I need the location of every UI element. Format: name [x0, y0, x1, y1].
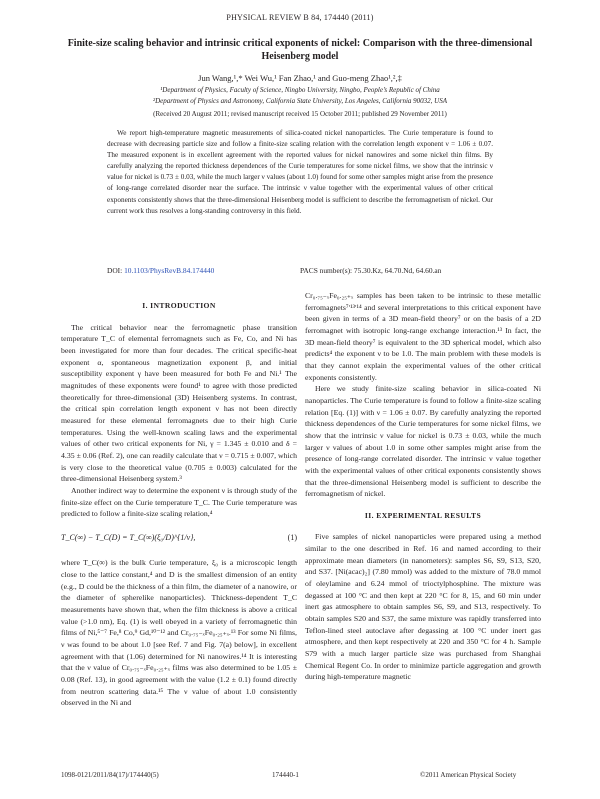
doi-line: [107, 266, 214, 275]
intro-paragraph-3: where T_C(∞) is the bulk Curie temperature, ξ₀ is a microscopic length close to the lattice constant,⁴ and D is the smallest dimension of an entity (e.g., D could be the thickness of a thin film, the diameter of a nanowire, or the diameter of spherelike nanoparticles). Thickness-dependent T_C measurements have shown that, when the film thickness is above a critical value (>1.0 nm), Eq. (1) is well obeyed in a variety of ferromagnetic thin films of Ni,⁵⁻⁷ Fe,⁸ Co,⁹ Gd,¹⁰⁻¹² and Cr₀.₇₅₋ₓFe₀.₂₅₊ₓ.¹³ For some Ni films, ν was found to be about 1.0 [see Ref. 7 and Fig. 7(a) below], in excellent agreement with that (1.06) determined for Ni nanowires.¹⁴ It is interesting that the ν value of Cr₀.₇₅₋ₓFe₀.₂₅₊ₓ films was also determined to be 1.05 ± 0.08 (Ref. 13), in good agreement with the value (1.2 ± 0.1) found directly from neutron scattering data.¹⁵ The ν value of about 1.0 consistently observed in the Ni and: [61, 558, 297, 708]
section-heading-experimental: II. EXPERIMENTAL RESULTS: [364, 510, 482, 520]
right-column: [305, 290, 541, 683]
paper-title: Finite-size scaling behavior and intrinsic critical exponents of nickel: Comparison with the three-dimensional Heisenberg model: [67, 38, 533, 62]
equation-1-number: (1): [287, 532, 297, 542]
footer-code: 1098-0121/2011/84(17)/174440(5): [61, 771, 159, 779]
equation-1: [61, 532, 297, 544]
author-list: Jun Wang,¹,* Wei Wu,¹ Fan Zhao,¹ and Guo-meng Zhao¹,²,‡: [198, 73, 402, 83]
intro-paragraph-1: The critical behavior near the ferromagnetic phase transition temperature T_C of elemental ferromagnets such as Fe, Co, and Ni has been investigated for more than four decades. The critical specific-heat exponent α, spontaneous magnetization exponent β, and initial susceptibility exponent γ have been measured for both Fe and Ni.¹ The magnitudes of these exponents were found¹ to agree with those predicted theoretically for three-dimensional (3D) Heisenberg systems. In contrast, the critical spin correlation length exponent ν has not been directly measured for these elemental ferromagnets due to their high Curie temperatures. Using the well-known scaling laws and the experimental values of other two critical exponents for Ni, γ = 1.345 ± 0.010 and δ = 4.35 ± 0.06 (Ref. 2), one can readily calculate that ν = 0.715 ± 0.007, which is very close to the theoretical value (0.705 ± 0.003) calculated for the three-dimensional Heisenberg system.³: [61, 322, 297, 484]
affiliation-1: ¹Department of Physics, Faculty of Science, Ningbo University, Ningbo, People’s Republic of China: [160, 86, 440, 94]
intro-paragraph-2: Another indirect way to determine the exponent ν is through study of the finite-size effect on the Curie temperature T_C. The Curie temperature was predicted to follow a finite-size scaling relation,⁴: [61, 485, 297, 519]
equation-1-body: T_C(∞) − T_C(D) = T_C(∞)(ξ₀/D)^{1/ν},: [61, 532, 196, 542]
footer-copyright: ©2011 American Physical Society: [420, 771, 517, 779]
intro-paragraph-5: Here we study finite-size scaling behavior in silica-coated Ni nanoparticles. The Curie temperature is found to follow a finite-size scaling relation [Eq. (1)] with ν = 1.06 ± 0.07. By carefully analyzing the reported thickness dependences of the Curie temperatures for some nickel films, we show that the intrinsic ν value for nickel is 0.73 ± 0.03, while the much larger ν values of about 1.0 in some other samples might arise from the presence of long-range correlated disorder. The intrinsic ν value together with the experimental values of other critical exponents consistently shows that the three-dimensional Heisenberg model is sufficient to describe the ferromagnetism of nickel.: [305, 384, 541, 499]
abstract-text: We report high-temperature magnetic measurements of silica-coated nickel nanoparticles. The Curie temperature is found to decrease with decreasing particle size and follow a finite-size scaling relation with the correlation length exponent ν = 1.06 ± 0.07. The measured exponent is in excellent agreement with the reported values for nickel nanowires and some nickel thin films. By carefully analyzing the reported thickness dependences of the Curie temperatures for some nickel films, we show that the intrinsic ν value for nickel is 0.73 ± 0.03, while the much larger ν values (about 1.0) found for some other samples might arise from the presence of long-range correlated disorder near the surface. The intrinsic ν value together with the experimental values of other critical exponents consistently shows that the three-dimensional Heisenberg model is sufficient to describe the ferromagnetism of nickel. Our current work thus resolves a long-standing controversy in this field.: [107, 129, 493, 215]
footer-page-number: 174440-1: [272, 771, 299, 779]
publication-dates: (Received 20 August 2011; revised manuscript received 15 October 2011; published 29 November 2011): [153, 110, 447, 118]
left-column: [61, 290, 297, 709]
abstract: [107, 128, 493, 217]
section-heading-introduction: I. INTRODUCTION: [142, 301, 216, 310]
intro-paragraph-4: Cr₀.₇₅₋ₓFe₀.₂₅₊ₓ samples has been taken to be intrinsic to these metallic ferromagnets⁷ʹ¹³ʹ¹⁴ and several interpretations to this critical exponent have been given in terms of a 3D mean-field theory⁷ or on the basis of a 2D ferromagnet with isotropic long-range exchange interaction.¹³ In fact, the 3D mean-field theory⁷ is equivalent to the 3D spherical model, which also predicts⁴ the exponent ν to be 1.0. The main problem with these models is that they cannot explain the experimental values of the other critical exponents consistently.: [305, 291, 541, 382]
journal-header: PHYSICAL REVIEW B 84, 174440 (2011): [226, 13, 374, 22]
experimental-paragraph-1: Five samples of nickel nanoparticles were prepared using a method similar to the one described in Ref. 16 and named according to their approximate mean diameters (in nanometers): samples S6, S9, S13, S20, and S37. [Ni(acac)₂] (7.80 mmol) was added to the mixture of 78.0 mmol of oleylamine and 6.24 mmol of trioctylphosphine. The mixture was degassed at 100 °C and then kept at 220 °C for 8, 15, and 60 min under inert gas atmosphere to obtain samples S6, S9, and S13, respectively. To obtain samples S20 and S37, the same mixture was rapidly transferred into Teflon-lined steel autoclave after degassing at 100 °C under inert gas atmosphere, and then kept respectively at 220 and 350 °C for 4 h. Sample S79 with a much larger particle size was purchased from Shanghai Chemical Regent Co. In order to minimize particle aggregation and growth during high-temperature magnetic: [305, 532, 541, 682]
affiliation-2: ²Department of Physics and Astronomy, California State University, Los Angeles, California 90032, USA: [152, 97, 448, 105]
doi-label: DOI:: [107, 266, 123, 275]
doi-link[interactable]: 10.1103/PhysRevB.84.174440: [124, 266, 215, 275]
pacs-numbers: PACS number(s): 75.30.Kz, 64.70.Nd, 64.60.an: [300, 266, 442, 275]
